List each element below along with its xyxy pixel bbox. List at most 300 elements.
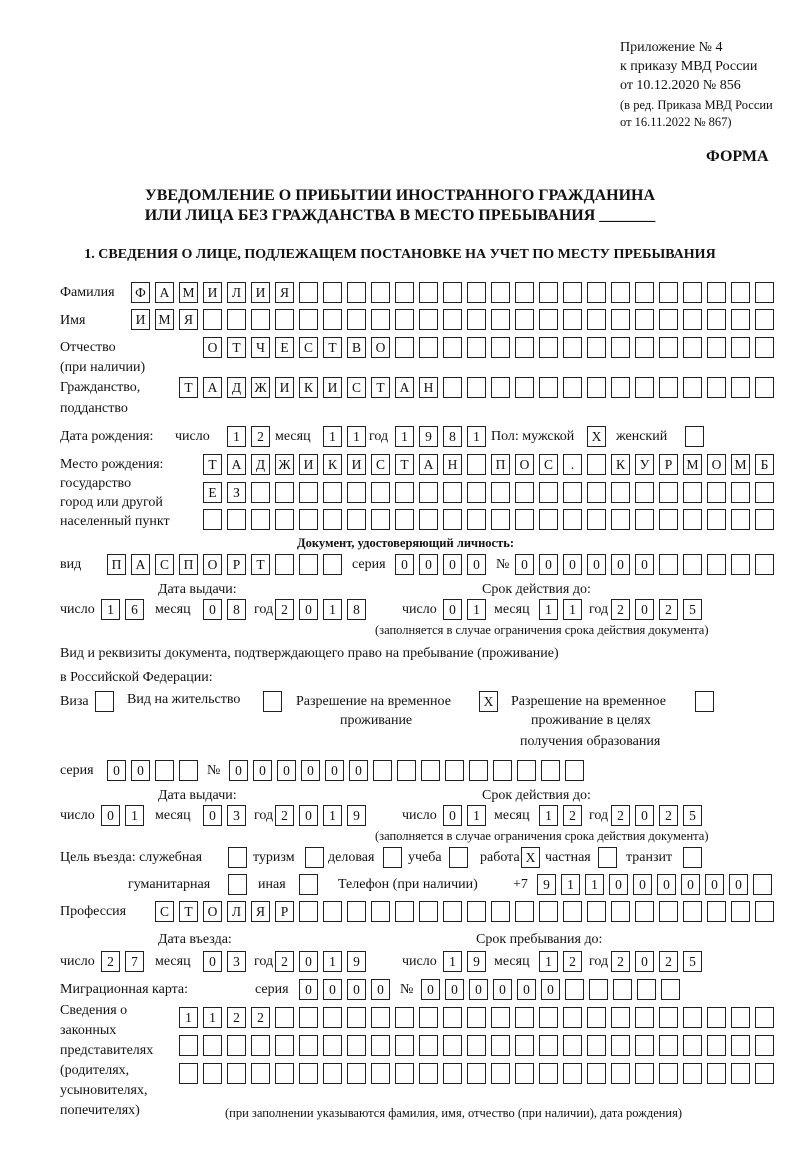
char-cell[interactable]: [443, 377, 462, 398]
char-cell[interactable]: Ф: [131, 282, 150, 303]
char-cell[interactable]: 0: [101, 805, 120, 826]
char-cell[interactable]: [467, 1007, 486, 1028]
char-cell[interactable]: [659, 282, 678, 303]
char-cell[interactable]: [611, 337, 630, 358]
char-cell[interactable]: [635, 377, 654, 398]
char-cell[interactable]: [467, 309, 486, 330]
char-cell[interactable]: [419, 901, 438, 922]
char-cell[interactable]: [755, 377, 774, 398]
char-cell[interactable]: 0: [611, 554, 630, 575]
char-cell[interactable]: .: [563, 454, 582, 475]
checkbox[interactable]: [228, 874, 247, 895]
char-cell[interactable]: [467, 901, 486, 922]
char-cell[interactable]: [323, 482, 342, 503]
char-cell[interactable]: Т: [179, 901, 198, 922]
char-cell[interactable]: [491, 377, 510, 398]
char-cell[interactable]: О: [203, 554, 222, 575]
char-cell[interactable]: [515, 901, 534, 922]
char-cell[interactable]: [491, 337, 510, 358]
char-cell[interactable]: 0: [467, 554, 486, 575]
char-cell[interactable]: [347, 309, 366, 330]
char-cell[interactable]: [563, 377, 582, 398]
char-cell[interactable]: В: [347, 337, 366, 358]
char-cell[interactable]: [421, 760, 440, 781]
checkbox[interactable]: [263, 691, 282, 712]
char-cell[interactable]: 0: [421, 979, 440, 1000]
char-cell[interactable]: [683, 482, 702, 503]
char-cell[interactable]: П: [491, 454, 510, 475]
char-cell[interactable]: М: [155, 309, 174, 330]
char-cell[interactable]: [275, 1007, 294, 1028]
char-cell[interactable]: [371, 1007, 390, 1028]
char-cell[interactable]: [467, 1035, 486, 1056]
char-cell[interactable]: [299, 282, 318, 303]
char-cell[interactable]: [323, 901, 342, 922]
char-cell[interactable]: [371, 282, 390, 303]
char-cell[interactable]: П: [179, 554, 198, 575]
char-cell[interactable]: 0: [443, 805, 462, 826]
char-cell[interactable]: А: [155, 282, 174, 303]
char-cell[interactable]: 2: [275, 805, 294, 826]
char-cell[interactable]: [515, 1007, 534, 1028]
char-cell[interactable]: 5: [683, 951, 702, 972]
char-cell[interactable]: [611, 377, 630, 398]
char-cell[interactable]: [467, 337, 486, 358]
char-cell[interactable]: [251, 1035, 270, 1056]
char-cell[interactable]: [661, 979, 680, 1000]
char-cell[interactable]: 8: [443, 426, 462, 447]
char-cell[interactable]: 0: [633, 874, 652, 895]
char-cell[interactable]: 1: [323, 599, 342, 620]
char-cell[interactable]: 0: [517, 979, 536, 1000]
char-cell[interactable]: [275, 1035, 294, 1056]
char-cell[interactable]: [635, 337, 654, 358]
char-cell[interactable]: Я: [251, 901, 270, 922]
char-cell[interactable]: А: [395, 377, 414, 398]
char-cell[interactable]: [539, 1035, 558, 1056]
char-cell[interactable]: [299, 509, 318, 530]
char-cell[interactable]: [251, 482, 270, 503]
checkbox[interactable]: [695, 691, 714, 712]
char-cell[interactable]: [539, 482, 558, 503]
char-cell[interactable]: [299, 482, 318, 503]
char-cell[interactable]: 0: [203, 805, 222, 826]
char-cell[interactable]: [611, 482, 630, 503]
char-cell[interactable]: 8: [347, 599, 366, 620]
char-cell[interactable]: 5: [683, 599, 702, 620]
char-cell[interactable]: [395, 901, 414, 922]
char-cell[interactable]: [371, 901, 390, 922]
char-cell[interactable]: 0: [203, 599, 222, 620]
char-cell[interactable]: [467, 1063, 486, 1084]
char-cell[interactable]: [419, 1035, 438, 1056]
char-cell[interactable]: [491, 309, 510, 330]
char-cell[interactable]: [517, 760, 536, 781]
char-cell[interactable]: [443, 482, 462, 503]
char-cell[interactable]: С: [371, 454, 390, 475]
char-cell[interactable]: [707, 282, 726, 303]
char-cell[interactable]: 0: [515, 554, 534, 575]
char-cell[interactable]: [445, 760, 464, 781]
char-cell[interactable]: 0: [563, 554, 582, 575]
char-cell[interactable]: [491, 1063, 510, 1084]
char-cell[interactable]: [731, 901, 750, 922]
char-cell[interactable]: [491, 509, 510, 530]
char-cell[interactable]: Н: [443, 454, 462, 475]
char-cell[interactable]: [683, 1007, 702, 1028]
checkbox[interactable]: [299, 874, 318, 895]
char-cell[interactable]: [683, 901, 702, 922]
char-cell[interactable]: [491, 282, 510, 303]
char-cell[interactable]: [323, 1063, 342, 1084]
char-cell[interactable]: [419, 337, 438, 358]
char-cell[interactable]: [371, 1035, 390, 1056]
char-cell[interactable]: [683, 309, 702, 330]
char-cell[interactable]: [587, 309, 606, 330]
char-cell[interactable]: И: [251, 282, 270, 303]
char-cell[interactable]: 1: [125, 805, 144, 826]
char-cell[interactable]: [731, 377, 750, 398]
char-cell[interactable]: 1: [467, 599, 486, 620]
char-cell[interactable]: [731, 509, 750, 530]
checkbox[interactable]: X: [479, 691, 498, 712]
char-cell[interactable]: [299, 309, 318, 330]
char-cell[interactable]: [443, 282, 462, 303]
char-cell[interactable]: [491, 482, 510, 503]
char-cell[interactable]: [587, 337, 606, 358]
char-cell[interactable]: 2: [659, 599, 678, 620]
char-cell[interactable]: 9: [419, 426, 438, 447]
char-cell[interactable]: [611, 901, 630, 922]
char-cell[interactable]: [707, 1007, 726, 1028]
checkbox[interactable]: [305, 847, 324, 868]
char-cell[interactable]: Т: [179, 377, 198, 398]
char-cell[interactable]: И: [323, 377, 342, 398]
char-cell[interactable]: А: [203, 377, 222, 398]
char-cell[interactable]: [323, 554, 342, 575]
char-cell[interactable]: [563, 1063, 582, 1084]
char-cell[interactable]: [637, 979, 656, 1000]
char-cell[interactable]: [323, 309, 342, 330]
char-cell[interactable]: [707, 509, 726, 530]
char-cell[interactable]: [491, 1007, 510, 1028]
char-cell[interactable]: 0: [443, 554, 462, 575]
char-cell[interactable]: И: [275, 377, 294, 398]
char-cell[interactable]: [611, 509, 630, 530]
char-cell[interactable]: 1: [227, 426, 246, 447]
char-cell[interactable]: [731, 337, 750, 358]
char-cell[interactable]: [395, 337, 414, 358]
char-cell[interactable]: [347, 509, 366, 530]
char-cell[interactable]: [347, 282, 366, 303]
char-cell[interactable]: П: [107, 554, 126, 575]
checkbox[interactable]: X: [587, 426, 606, 447]
char-cell[interactable]: [347, 1063, 366, 1084]
char-cell[interactable]: [635, 509, 654, 530]
char-cell[interactable]: [707, 309, 726, 330]
char-cell[interactable]: [515, 1063, 534, 1084]
char-cell[interactable]: [611, 309, 630, 330]
char-cell[interactable]: 1: [347, 426, 366, 447]
char-cell[interactable]: 0: [419, 554, 438, 575]
char-cell[interactable]: [371, 309, 390, 330]
checkbox[interactable]: [95, 691, 114, 712]
char-cell[interactable]: 2: [563, 951, 582, 972]
char-cell[interactable]: [467, 454, 486, 475]
char-cell[interactable]: Ж: [275, 454, 294, 475]
char-cell[interactable]: 0: [299, 599, 318, 620]
char-cell[interactable]: [683, 1035, 702, 1056]
char-cell[interactable]: [565, 979, 584, 1000]
char-cell[interactable]: [563, 337, 582, 358]
char-cell[interactable]: [397, 760, 416, 781]
char-cell[interactable]: 0: [299, 979, 318, 1000]
char-cell[interactable]: З: [227, 482, 246, 503]
char-cell[interactable]: С: [299, 337, 318, 358]
char-cell[interactable]: И: [299, 454, 318, 475]
char-cell[interactable]: [707, 901, 726, 922]
char-cell[interactable]: [659, 482, 678, 503]
char-cell[interactable]: [275, 482, 294, 503]
char-cell[interactable]: 2: [275, 951, 294, 972]
char-cell[interactable]: [659, 509, 678, 530]
char-cell[interactable]: [731, 282, 750, 303]
char-cell[interactable]: [707, 482, 726, 503]
char-cell[interactable]: 1: [539, 951, 558, 972]
char-cell[interactable]: [275, 309, 294, 330]
char-cell[interactable]: 0: [705, 874, 724, 895]
char-cell[interactable]: И: [203, 282, 222, 303]
char-cell[interactable]: [347, 482, 366, 503]
char-cell[interactable]: 0: [203, 951, 222, 972]
char-cell[interactable]: [347, 1007, 366, 1028]
char-cell[interactable]: 0: [371, 979, 390, 1000]
char-cell[interactable]: [419, 1007, 438, 1028]
char-cell[interactable]: [753, 874, 772, 895]
char-cell[interactable]: 0: [347, 979, 366, 1000]
char-cell[interactable]: [419, 309, 438, 330]
char-cell[interactable]: [589, 979, 608, 1000]
char-cell[interactable]: [419, 282, 438, 303]
char-cell[interactable]: [371, 509, 390, 530]
char-cell[interactable]: [731, 554, 750, 575]
char-cell[interactable]: Т: [371, 377, 390, 398]
char-cell[interactable]: [467, 482, 486, 503]
char-cell[interactable]: 0: [301, 760, 320, 781]
char-cell[interactable]: 2: [101, 951, 120, 972]
char-cell[interactable]: [515, 377, 534, 398]
char-cell[interactable]: 0: [681, 874, 700, 895]
char-cell[interactable]: А: [419, 454, 438, 475]
char-cell[interactable]: 0: [395, 554, 414, 575]
char-cell[interactable]: [395, 309, 414, 330]
char-cell[interactable]: [395, 509, 414, 530]
char-cell[interactable]: С: [155, 554, 174, 575]
char-cell[interactable]: [731, 1063, 750, 1084]
char-cell[interactable]: [611, 1035, 630, 1056]
char-cell[interactable]: [563, 282, 582, 303]
char-cell[interactable]: 0: [325, 760, 344, 781]
char-cell[interactable]: 0: [323, 979, 342, 1000]
checkbox[interactable]: [685, 426, 704, 447]
char-cell[interactable]: 1: [323, 805, 342, 826]
char-cell[interactable]: 7: [125, 951, 144, 972]
char-cell[interactable]: М: [179, 282, 198, 303]
char-cell[interactable]: [251, 309, 270, 330]
char-cell[interactable]: [203, 309, 222, 330]
char-cell[interactable]: [707, 554, 726, 575]
char-cell[interactable]: 1: [101, 599, 120, 620]
char-cell[interactable]: [539, 282, 558, 303]
char-cell[interactable]: Т: [227, 337, 246, 358]
char-cell[interactable]: 0: [443, 599, 462, 620]
char-cell[interactable]: [611, 282, 630, 303]
char-cell[interactable]: Ч: [251, 337, 270, 358]
char-cell[interactable]: К: [299, 377, 318, 398]
char-cell[interactable]: [659, 554, 678, 575]
char-cell[interactable]: [203, 1035, 222, 1056]
checkbox[interactable]: X: [521, 847, 540, 868]
char-cell[interactable]: [299, 1007, 318, 1028]
char-cell[interactable]: [275, 1063, 294, 1084]
char-cell[interactable]: [227, 309, 246, 330]
char-cell[interactable]: [635, 309, 654, 330]
char-cell[interactable]: 1: [179, 1007, 198, 1028]
char-cell[interactable]: [443, 1035, 462, 1056]
char-cell[interactable]: [755, 482, 774, 503]
char-cell[interactable]: 1: [561, 874, 580, 895]
char-cell[interactable]: С: [155, 901, 174, 922]
char-cell[interactable]: [299, 901, 318, 922]
char-cell[interactable]: [659, 377, 678, 398]
char-cell[interactable]: [299, 554, 318, 575]
char-cell[interactable]: 0: [445, 979, 464, 1000]
char-cell[interactable]: 1: [395, 426, 414, 447]
char-cell[interactable]: Т: [203, 454, 222, 475]
char-cell[interactable]: [493, 760, 512, 781]
char-cell[interactable]: [275, 554, 294, 575]
char-cell[interactable]: [467, 377, 486, 398]
char-cell[interactable]: [611, 1063, 630, 1084]
char-cell[interactable]: [683, 554, 702, 575]
char-cell[interactable]: 2: [611, 951, 630, 972]
char-cell[interactable]: Р: [227, 554, 246, 575]
char-cell[interactable]: А: [131, 554, 150, 575]
char-cell[interactable]: 0: [229, 760, 248, 781]
char-cell[interactable]: [755, 901, 774, 922]
char-cell[interactable]: [443, 1007, 462, 1028]
char-cell[interactable]: [659, 901, 678, 922]
char-cell[interactable]: [443, 337, 462, 358]
char-cell[interactable]: 2: [659, 951, 678, 972]
char-cell[interactable]: [371, 482, 390, 503]
char-cell[interactable]: Л: [227, 282, 246, 303]
char-cell[interactable]: [707, 1063, 726, 1084]
char-cell[interactable]: 1: [539, 599, 558, 620]
char-cell[interactable]: [635, 482, 654, 503]
char-cell[interactable]: [707, 1035, 726, 1056]
char-cell[interactable]: 0: [539, 554, 558, 575]
char-cell[interactable]: [179, 1063, 198, 1084]
char-cell[interactable]: [371, 1063, 390, 1084]
char-cell[interactable]: [347, 1035, 366, 1056]
char-cell[interactable]: 0: [299, 951, 318, 972]
char-cell[interactable]: [683, 1063, 702, 1084]
char-cell[interactable]: [683, 337, 702, 358]
char-cell[interactable]: О: [203, 901, 222, 922]
char-cell[interactable]: [635, 1007, 654, 1028]
char-cell[interactable]: [419, 509, 438, 530]
char-cell[interactable]: 1: [323, 951, 342, 972]
char-cell[interactable]: [323, 509, 342, 530]
char-cell[interactable]: [539, 309, 558, 330]
char-cell[interactable]: [587, 1063, 606, 1084]
char-cell[interactable]: [613, 979, 632, 1000]
char-cell[interactable]: 0: [729, 874, 748, 895]
char-cell[interactable]: С: [347, 377, 366, 398]
char-cell[interactable]: Д: [251, 454, 270, 475]
char-cell[interactable]: [755, 554, 774, 575]
char-cell[interactable]: [539, 901, 558, 922]
char-cell[interactable]: О: [203, 337, 222, 358]
char-cell[interactable]: [659, 1035, 678, 1056]
char-cell[interactable]: О: [515, 454, 534, 475]
char-cell[interactable]: Т: [251, 554, 270, 575]
char-cell[interactable]: И: [131, 309, 150, 330]
char-cell[interactable]: Е: [275, 337, 294, 358]
char-cell[interactable]: 1: [467, 426, 486, 447]
char-cell[interactable]: [467, 509, 486, 530]
char-cell[interactable]: [563, 901, 582, 922]
char-cell[interactable]: [491, 1035, 510, 1056]
char-cell[interactable]: [587, 282, 606, 303]
char-cell[interactable]: 1: [585, 874, 604, 895]
char-cell[interactable]: 0: [299, 805, 318, 826]
char-cell[interactable]: Т: [395, 454, 414, 475]
char-cell[interactable]: [419, 482, 438, 503]
char-cell[interactable]: [635, 901, 654, 922]
char-cell[interactable]: [467, 282, 486, 303]
char-cell[interactable]: 0: [635, 805, 654, 826]
char-cell[interactable]: Б: [755, 454, 774, 475]
char-cell[interactable]: 0: [131, 760, 150, 781]
char-cell[interactable]: Т: [323, 337, 342, 358]
char-cell[interactable]: [443, 1063, 462, 1084]
checkbox[interactable]: [383, 847, 402, 868]
char-cell[interactable]: Я: [275, 282, 294, 303]
char-cell[interactable]: С: [539, 454, 558, 475]
char-cell[interactable]: [755, 1063, 774, 1084]
checkbox[interactable]: [228, 847, 247, 868]
char-cell[interactable]: [541, 760, 560, 781]
char-cell[interactable]: К: [323, 454, 342, 475]
char-cell[interactable]: 1: [443, 951, 462, 972]
char-cell[interactable]: [395, 1035, 414, 1056]
char-cell[interactable]: [683, 377, 702, 398]
char-cell[interactable]: Р: [275, 901, 294, 922]
char-cell[interactable]: [373, 760, 392, 781]
char-cell[interactable]: [419, 1063, 438, 1084]
char-cell[interactable]: [659, 337, 678, 358]
char-cell[interactable]: 1: [323, 426, 342, 447]
char-cell[interactable]: [203, 1063, 222, 1084]
char-cell[interactable]: [587, 1007, 606, 1028]
char-cell[interactable]: [539, 377, 558, 398]
char-cell[interactable]: [611, 1007, 630, 1028]
char-cell[interactable]: 1: [203, 1007, 222, 1028]
char-cell[interactable]: [635, 282, 654, 303]
char-cell[interactable]: [755, 282, 774, 303]
